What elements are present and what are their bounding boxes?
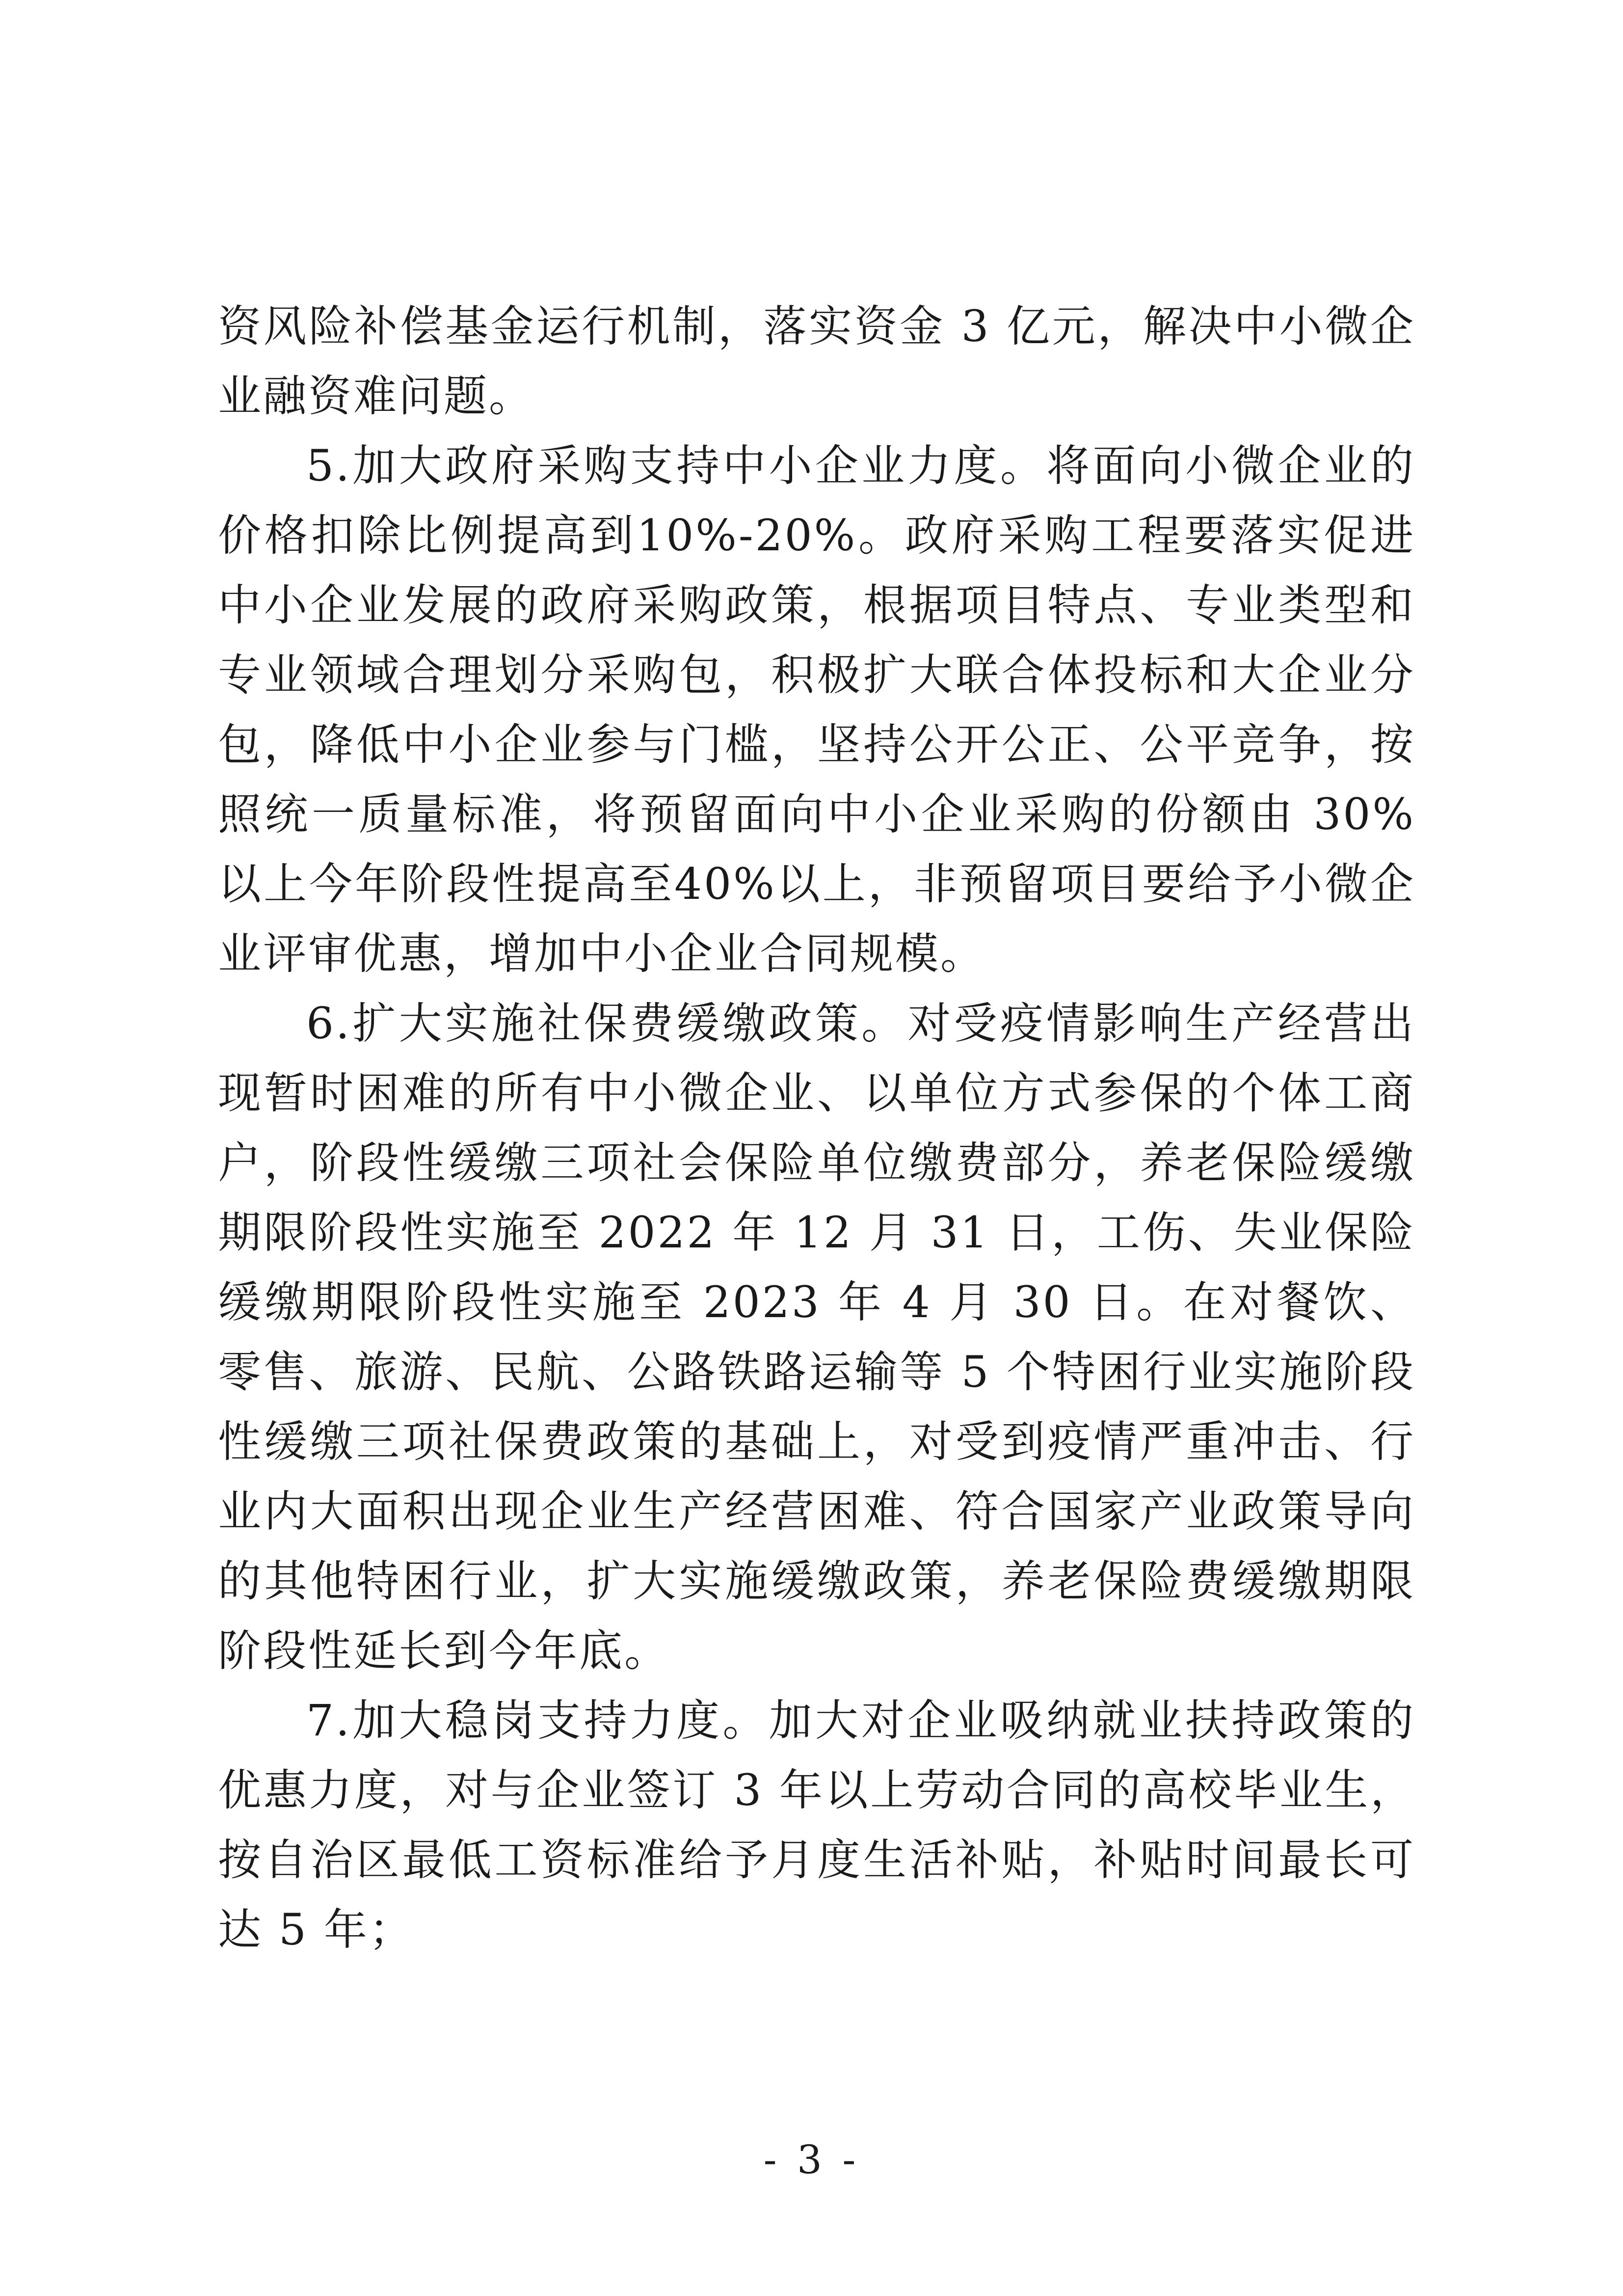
paragraph-item-5: 5.加大政府采购支持中小企业力度。将面向小微企业的价格扣除比例提高到10%-20%。政府采购工程要落实促进中小企业发展的政府采购政策，根据项目特点、专业类型和专业领域合理划分采购包，积极扩大联合体投标和大企业分包，降低中小企业参与门槛，坚持公开公正、公平竞争，按照统一质量标准，将预留面向中小企业采购的份额由 30%以上今年阶段性提高至40%以上，非预留项目要给予小微企业评审优惠，增加中小企业合同规模。 [218,440,1415,979]
paragraph-item-7: 7.加大稳岗支持力度。加大对企业吸纳就业扶持政策的优惠力度，对与企业签订 3 年以上劳动合同的高校毕业生，按自治区最低工资标准给予月度生活补贴，补贴时间最长可达 5 年； [218,1695,1415,1955]
document-body [218,292,1415,1965]
page-number: - 3 - [763,2137,860,2183]
paragraph-continued: 资风险补偿基金运行机制，落实资金 3 亿元，解决中小微企业融资难问题。 [218,301,1415,421]
paragraph-item-6: 6.扩大实施社保费缓缴政策。对受疫情影响生产经营出现暂时困难的所有中小微企业、以单位方式参保的个体工商户，阶段性缓缴三项社会保险单位缴费部分，养老保险缓缴期限阶段性实施至 2022 年 12 月 31 日，工伤、失业保险缓缴期限阶段性实施至 2023 年 4 月 30 日。在对餐饮、零售、旅游、民航、公路铁路运输等 5 个特困行业实施阶段性缓缴三项社保费政策的基础上，对受到疫情严重冲击、行业内大面积出现企业生产经营困难、符合国家产业政策导向的其他特困行业，扩大实施缓缴政策，养老保险费缓缴期限阶段性延长到今年底。 [218,998,1415,1676]
